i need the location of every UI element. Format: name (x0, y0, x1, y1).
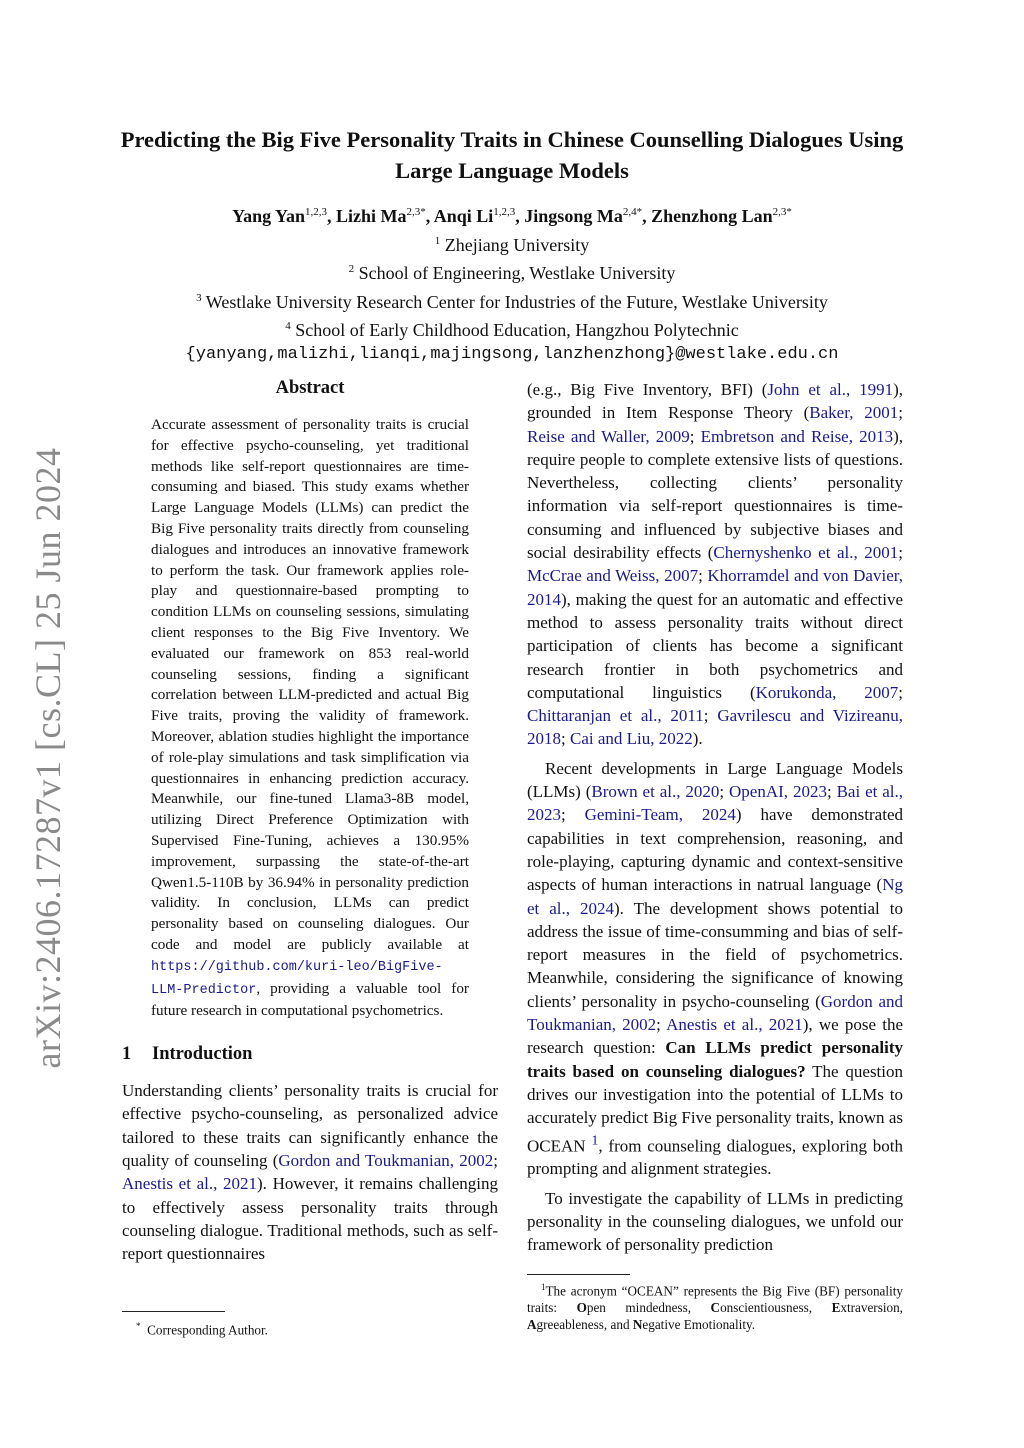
citation-link[interactable]: McCrae and Weiss, 2007 (527, 566, 699, 586)
author-name: Anqi Li (433, 206, 494, 226)
author-name: Jingsong Ma (524, 206, 623, 226)
citation-link[interactable]: Ng et al., 2024 (527, 875, 903, 918)
citation-link[interactable]: Gemini-Team, 2024 (584, 805, 736, 825)
affiliation: $^2$ School of Engineering, Westlake University (348, 263, 676, 283)
paper-title: Predicting the Big Five Personality Traits in Chinese Counselling Dialogues Using Large Language Models (120, 127, 904, 183)
arxiv-id: arXiv:2406.17287v1 [cs.CL] 25 Jun 2024 (28, 447, 68, 1069)
section-heading-introduction: 1 Introduction (122, 1044, 253, 1065)
citation-link[interactable]: Baker, 2001 (809, 403, 899, 423)
citation-link[interactable]: Reise and Waller, 2009 (527, 426, 690, 446)
right-column (527, 378, 903, 1257)
footnote-corresponding: * Corresponding Author. (122, 1311, 498, 1338)
citation-link[interactable]: Gordon and Toukmanian, 2002 (527, 991, 904, 1035)
arxiv-stamp (26, 447, 70, 1069)
author-sup: 1,2,3 (493, 206, 516, 218)
author-sup: 1,2,3 (305, 206, 327, 218)
affiliation: $^1$ Zhejiang University (434, 234, 590, 255)
author-sup: 2,3* (406, 206, 426, 218)
citation-link[interactable]: Anestis et al., 2021 (122, 1174, 258, 1194)
left-column (122, 378, 498, 1265)
citation-link[interactable]: OpenAI, 2023 (729, 782, 827, 802)
citation-link[interactable]: Chernyshenko et al., 2001 (713, 543, 899, 563)
citation-link[interactable]: Gavrilescu and Vizireanu, 2018 (527, 706, 903, 749)
author-name: Lizhi Ma (336, 206, 407, 226)
body-paragraph: (e.g., Big Five Inventory, BFI) (John et al., 1991), grounded in Item Response Theory (Baker, 2001; Reise and Waller, 2009; Embretson and Reise, 2013), require people to complete extensive lists of questions. Nevertheless, collecting clients’ personality information via self-report questionnaires is time-consuming and influenced by subjective biases and social desirability effects (Chernyshenko et al., 2001; McCrae and Weiss, 2007; Khorramdel and von Davier, 2014), making the quest for an automatic and effective method to assess personality traits without direct participation of clients has become a significant research frontier in both psychometrics and computational linguistics (Korukonda, 2007; Chittaranjan et al., 2011; Gavrilescu and Vizireanu, 2018; Cai and Liu, 2022). (527, 380, 904, 749)
footnote-ocean: $^1$The acronym “OCEAN” represents the Big Five (BF) personality traits: Open mindedness, Conscientiousness, Extraversion, Agreeableness, and Negative Emotionality. (527, 1274, 903, 1333)
author-name: Zhenzhong Lan (651, 206, 773, 226)
citation-link[interactable]: Embretson and Reise, 2013 (700, 426, 894, 446)
body-paragraph: Recent developments in Large Language Models (LLMs) (Brown et al., 2020; OpenAI, 2023; Bai et al., 2023; Gemini-Team, 2024) have demonstrated capabilities in text comprehension, reasoning, and role-playing, capturing dynamic and context-sensitive aspects of human interactions in natrual language (Ng et al., 2024). The development shows potential to address the issue of time-consumming and bias of self-report measures in the field of psychometrics. Meanwhile, considering the significance of knowing clients’ personality in psycho-counseling (Gordon and Toukmanian, 2002; Anestis et al., 2021), we pose the research question: Can LLMs predict personality traits based on counseling dialogues? The question drives our investigation into the potential of LLMs to accurately predict Big Five personality traits, known as OCEAN $^1$, from counseling dialogues, exploring both prompting and alignment strategies. (527, 758, 904, 1179)
abstract-heading: Abstract (275, 378, 345, 398)
citation-link[interactable]: Korukonda, 2007 (755, 682, 899, 702)
citation-link[interactable]: Gordon and Toukmanian, 2002 (278, 1151, 494, 1170)
citation-link[interactable]: Khorramdel and von Davier, 2014 (527, 566, 903, 609)
author-list: Yang Yan$^{1,2,3}$, Lizhi $Ma^{2,3*}$, Anqi Li$^{1,2,3}$, Jingsong $Ma^{2,4*}$, Zhenzhong Lan$^{2,3*}$ (232, 206, 792, 226)
affiliation: $^4$ School of Early Childhood Education, Hangzhou Polytechnic (285, 320, 739, 340)
footnote-rule (527, 1274, 630, 1275)
footnote-ref-link[interactable]: 1 (591, 1132, 599, 1149)
author-emails: {yanyang,malizhi,lianqi,majingsong,lanzhenzhong}@westlake.edu.cn (185, 344, 839, 364)
author-name: Yang Yan (232, 206, 305, 226)
footnote-rule (122, 1311, 225, 1312)
citation-link[interactable]: Cai and Liu, 2022 (569, 729, 693, 749)
research-question: Can LLMs predict personality traits based on counseling dialogues? (527, 1038, 903, 1081)
citation-link[interactable]: Chittaranjan et al., 2011 (527, 706, 704, 726)
author-sup: 2,4* (622, 206, 643, 218)
citation-link[interactable]: Brown et al., 2020 (591, 782, 720, 802)
author-block (112, 200, 912, 367)
citation-link[interactable]: John et al., 1991 (767, 380, 894, 399)
body-paragraph: To investigate the capability of LLMs in predicting personality in the counseling dialogues, we unfold our framework of personality prediction (527, 1188, 903, 1255)
code-link[interactable]: https://github.com/kuri-leo/BigFive-LLM-Predictor (151, 959, 443, 998)
citation-link[interactable]: Bai et al., 2023 (527, 782, 904, 825)
intro-paragraph: Understanding clients’ personality traits is crucial for effective psycho-counseling, as personalized advice tailored to these traits can significantly enhance the quality of counseling (Gordon and Toukmanian, 2002; Anestis et al., 2021). However, it remains challenging to effectively assess personality traits through counseling dialogue. Traditional methods, such as self-report questionnaires (122, 1081, 498, 1264)
author-sup: 2,3* (772, 206, 792, 218)
citation-link[interactable]: Anestis et al., 2021 (666, 1015, 803, 1035)
abstract-text: Accurate assessment of personality traits is crucial for effective psycho-counseling, yet traditional methods like self-report questionnaires are time-consuming and biased. This study exams whether Large Language Models (LLMs) can predict the Big Five personality traits directly from counseling dialogues and introduces an innovative framework to perform the task. Our framework applies role-play and questionnaire-based prompting to condition LLMs on counseling sessions, simulating client responses to the Big Five Inventory. We evaluated our framework on 853 real-world counseling sessions, finding a significant correlation between LLM-predicted and actual Big Five traits, proving the validity of framework. Moreover, ablation studies highlight the importance of role-play simulations and task simplification via questionnaires in enhancing prediction accuracy. Meanwhile, our fine-tuned Llama3-8B model, utilizing Direct Preference Optimization with Supervised Fine-Tuning, achieves a 130.95% improvement, surpassing the state-of-the-art Qwen1.5-110B by 36.94% in personality prediction validity. In conclusion, LLMs can predict personality based on counseling dialogues. Our code and model are publicly available at https://github.com/kuri-leo/BigFive-LLM-Predictor, providing a valuable tool for future research in computational psychometrics. (151, 416, 469, 1020)
affiliation: $^3$ Westlake University Research Center for Industries of the Future, Westlake University (196, 291, 828, 312)
